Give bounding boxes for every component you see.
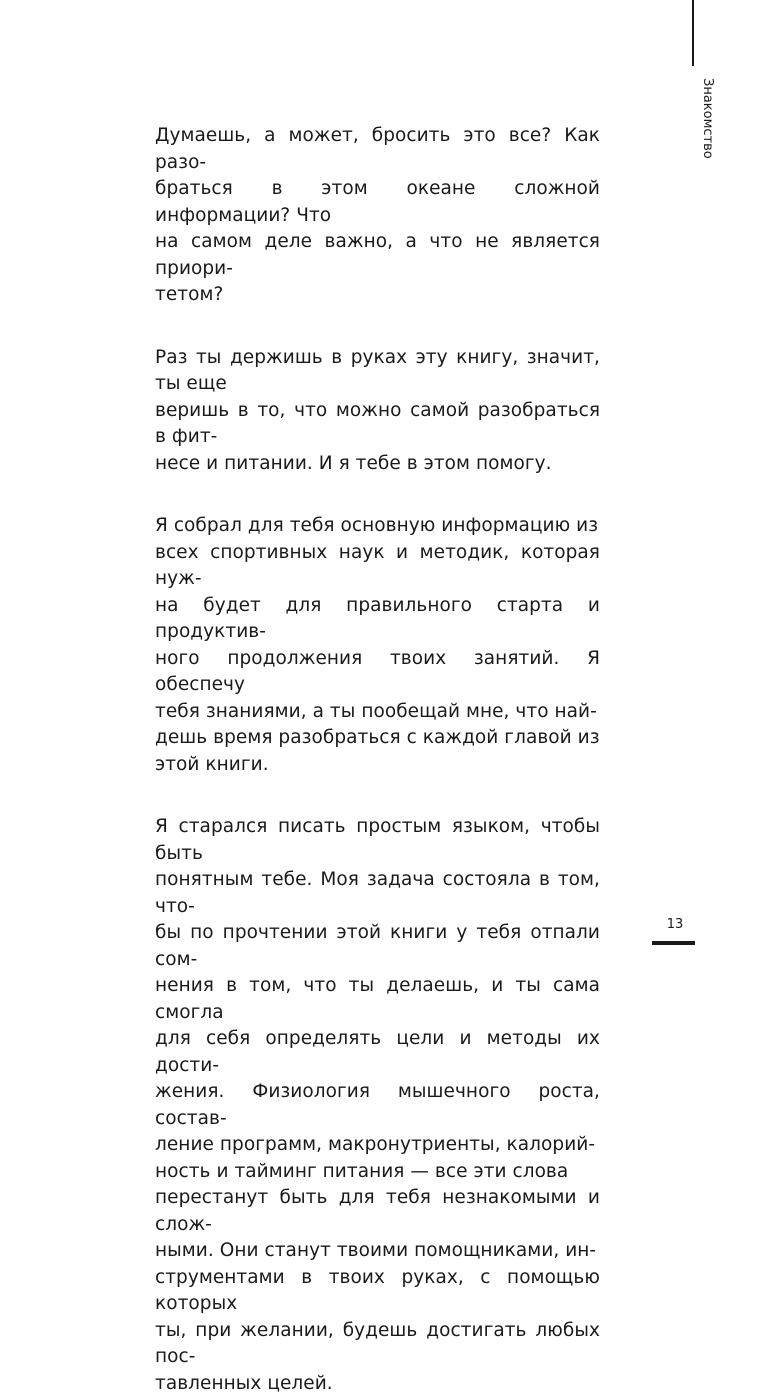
top-vertical-rule [692,0,694,66]
paragraph-3: Я собрал для тебя основную информацию из всех спортивных наук и методик, которая нуж- на будет для правильного старта и продуктив- ного продолжения твоих занятий. Я обеспечу тебя знаниями, а ты пообещай мне, что най- дешь время разобраться с каждой главой из этой книги. [155,515,600,775]
main-text [155,123,600,1397]
bottom-rule [652,941,695,945]
paragraph-4: Я старался писать простым языком, чтобы быть понятным тебе. Моя задача состояла в том, что- бы по прочтении этой книги у тебя отпали сом- нения в том, что ты делаешь, и ты сама смогла для себя определять цели и методы их дости- жения. Физиология мышечного роста, состав- ление программ, макронутриенты, калорий- ность и тайминг питания — все эти слова перестанут быть для тебя незнакомыми и слож- ными. Они станут твоими помощниками, ин- струментами в твоих руках, с помощью которых ты, при желании, будешь достигать любых пос- тавленных целей. [155,816,600,1394]
paragraph-2: Раз ты держишь в руках эту книгу, значит, ты еще веришь в то, что можно самой разобраться в фит- несе и питании. И я тебе в этом помогу. [155,346,600,474]
paragraph-1: Думаешь, а может, бросить это все? Как разо- браться в этом океане сложной информации? Что на самом деле важно, а что не является приори- тетом? [155,125,600,305]
running-head: Знакомство [700,78,715,159]
page-number: 13 [666,917,684,932]
